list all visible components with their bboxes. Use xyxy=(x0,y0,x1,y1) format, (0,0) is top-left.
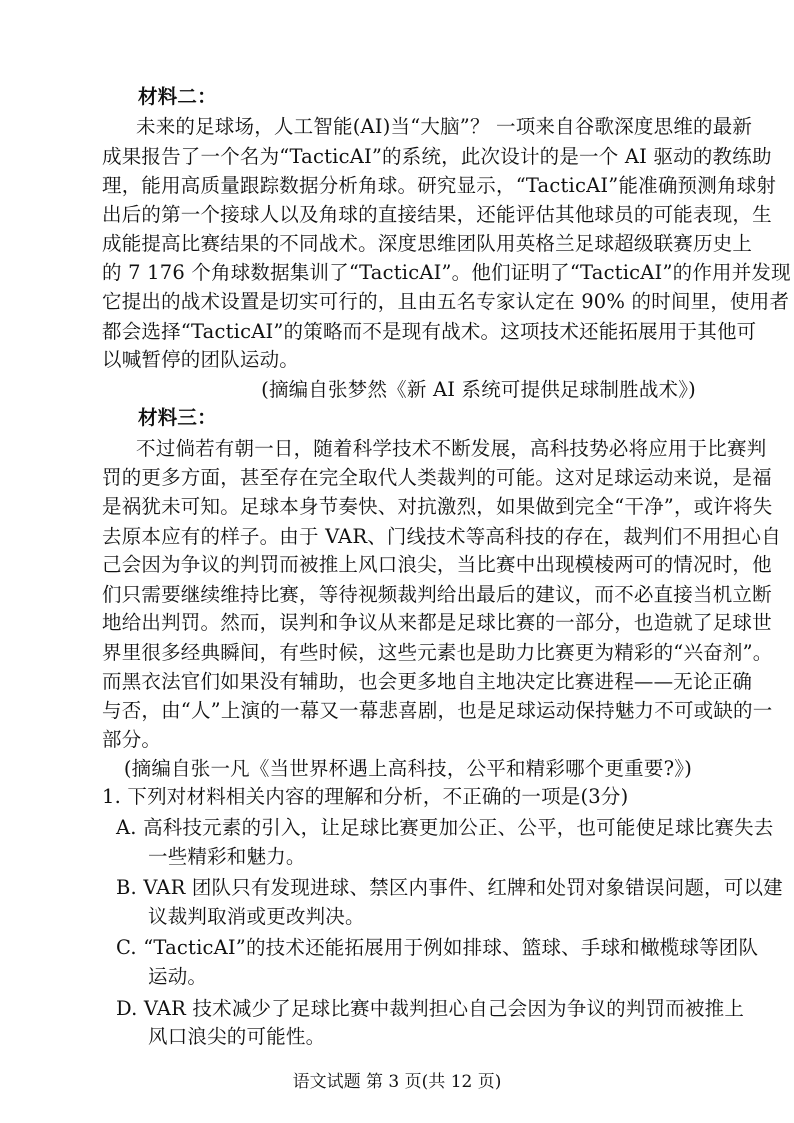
material-three-line: 是祸犹未可知。足球本身节奏快、对抗激烈，如果做到完全“干净”，或许将失 xyxy=(102,495,773,518)
option-a-line2: 一些精彩和魅力。 xyxy=(148,845,306,868)
option-a-line1: A. 高科技元素的引入，让足球比赛更加公正、公平，也可能使足球比赛失去 xyxy=(116,816,774,839)
material-three-line: 们只需要继续维持比赛，等待视频裁判给出最后的建议，而不必直接当机立断 xyxy=(102,583,772,606)
question-stem: 1. 下列对材料相关内容的理解和分析，不正确的一项是(3分) xyxy=(102,785,629,808)
material-two-line: 成能提高比赛结果的不同战术。深度思维团队用英格兰足球超级联赛历史上 xyxy=(102,232,753,255)
material-three-line: 去原本应有的样子。由于 VAR、门线技术等高科技的存在，裁判们不用担心自 xyxy=(102,525,781,548)
material-two-line: 都会选择“TacticAI”的策略而不是现有战术。这项技术还能拓展用于其他可 xyxy=(102,320,757,343)
material-three-line: 地给出判罚。然而，误判和争议从来都是足球比赛的一部分，也造就了足球世 xyxy=(102,611,772,634)
material-two-line: 它提出的战术设置是切实可行的，且由五名专家认定在 90% 的时间里，使用者 xyxy=(102,290,790,313)
option-b-line2: 议裁判取消或更改判决。 xyxy=(148,905,365,928)
material-three-line: 不过倘若有朝一日，随着科学技术不断发展，高科技势必将应用于比赛判 xyxy=(136,437,767,460)
material-three-heading: 材料三： xyxy=(138,406,217,429)
material-two-line: 理，能用高质量跟踪数据分析角球。研究显示，“TacticAI”能准确预测角球射 xyxy=(102,174,777,197)
material-three-line: 与否，由“人”上演的一幕又一幕悲喜剧，也是足球运动保持魅力不可或缺的一 xyxy=(102,699,773,722)
option-c-line1: C. “TacticAI”的技术还能拓展用于例如排球、篮球、手球和橄榄球等团队 xyxy=(116,936,759,959)
material-three-source: (摘编自张一凡《当世界杯遇上高科技，公平和精彩哪个更重要?》) xyxy=(123,757,692,780)
material-two-line: 的 7 176 个角球数据集训了“TacticAI”。他们证明了“TacticAI”的作用并发现 xyxy=(102,261,791,284)
material-two-line: 成果报告了一个名为“TacticAI”的系统，此次设计的是一个 AI 驱动的教练助 xyxy=(102,145,772,168)
material-two-line: 以喊暂停的团队运动。 xyxy=(102,348,300,371)
page-footer: 语文试题 第 3 页(共 12 页) xyxy=(292,1072,502,1092)
material-two-line: 出后的第一个接球人以及角球的直接结果，还能评估其他球员的可能表现，生 xyxy=(102,203,772,226)
material-three-line: 而黑衣法官们如果没有辅助，也会更多地自主地决定比赛进程——无论正确 xyxy=(102,670,753,693)
material-three-line: 罚的更多方面，甚至存在完全取代人类裁判的可能。这对足球运动来说，是福 xyxy=(102,466,772,489)
material-two-source: (摘编自张梦然《新 AI 系统可提供足球制胜战术》) xyxy=(261,378,696,401)
material-three-line: 界里很多经典瞬间，有些时候，这些元素也是助力比赛更为精彩的“兴奋剂”。 xyxy=(102,641,773,664)
option-d-line1: D. VAR 技术减少了足球比赛中裁判担心自己会因为争议的判罚而被推上 xyxy=(116,997,745,1020)
material-two-line: 未来的足球场，人工智能(AI)当“大脑”？ 一项来自谷歌深度思维的最新 xyxy=(136,115,753,138)
material-three-line: 己会因为争议的判罚而被推上风口浪尖，当比赛中出现模棱两可的情况时，他 xyxy=(102,553,772,576)
option-b-line1: B. VAR 团队只有发现进球、禁区内事件、红牌和处罚对象错误问题，可以建 xyxy=(116,876,783,899)
material-two-heading: 材料二： xyxy=(138,85,217,108)
material-three-line: 部分。 xyxy=(102,728,162,751)
option-d-line2: 风口浪尖的可能性。 xyxy=(148,1025,326,1048)
option-c-line2: 运动。 xyxy=(148,965,208,988)
